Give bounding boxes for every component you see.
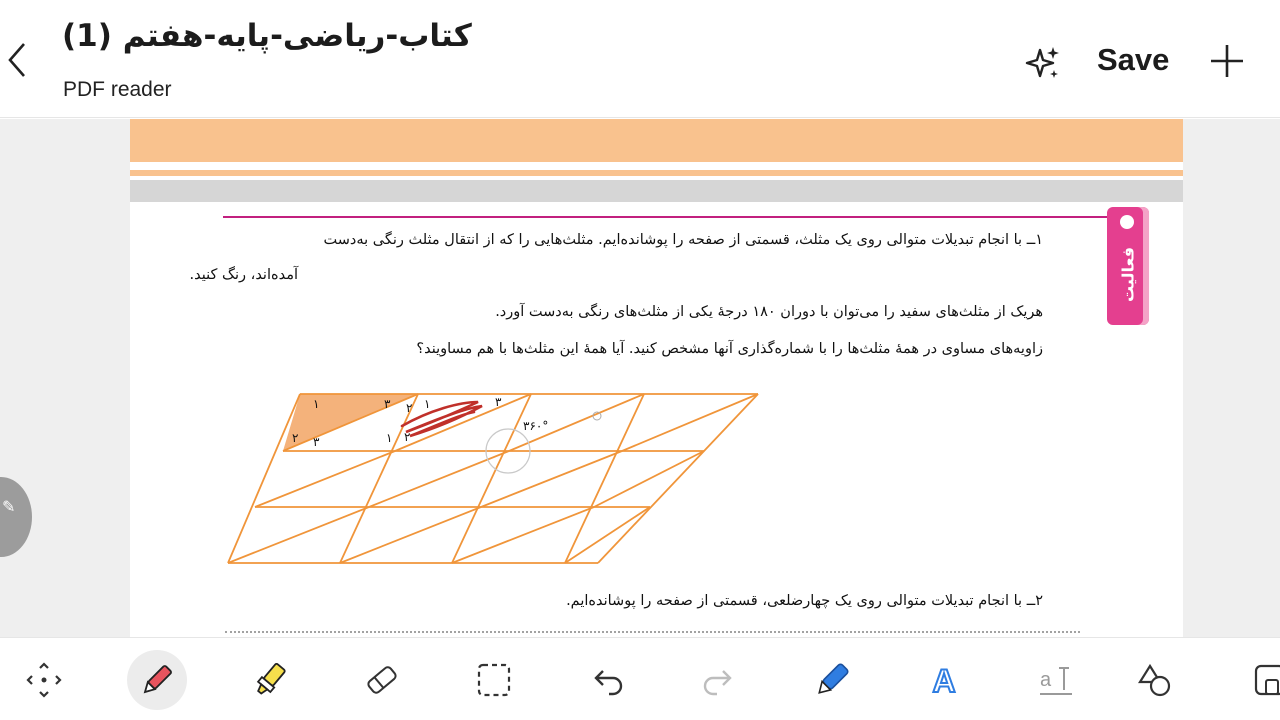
undo-button[interactable] bbox=[585, 658, 629, 702]
paragraph1-line4: زاویه‌های مساوی در همهٔ مثلث‌ها را با شماره‌گذاری آنها مشخص کنید. آیا همهٔ این مثلث‌ها با هم مساویند؟ bbox=[416, 341, 1043, 357]
tessellation-figure bbox=[225, 389, 785, 574]
undo-icon bbox=[587, 660, 627, 700]
eraser-icon bbox=[362, 660, 402, 700]
label-a3: ۳ bbox=[384, 397, 391, 411]
lasso-select-icon bbox=[474, 660, 514, 700]
pen-color-button[interactable] bbox=[810, 658, 854, 702]
section-rule bbox=[223, 216, 1113, 218]
document-title: کتاب-ریاضی-پایه-هفتم (1) bbox=[62, 18, 472, 54]
svg-text:A: A bbox=[932, 663, 956, 699]
shapes-icon bbox=[1136, 660, 1176, 700]
highlighter-icon bbox=[250, 660, 290, 700]
header-stripe bbox=[130, 170, 1183, 176]
annotation-toolbar bbox=[0, 637, 1280, 720]
pencil-icon: ✎ bbox=[2, 497, 16, 516]
text-style-button[interactable] bbox=[922, 658, 966, 702]
eraser-button[interactable] bbox=[360, 658, 404, 702]
pdf-viewer[interactable] bbox=[0, 119, 1280, 637]
label-c3: ۳ bbox=[313, 435, 320, 449]
header-gray-band bbox=[130, 180, 1183, 202]
lasso-select-button[interactable] bbox=[472, 658, 516, 702]
chevron-left-icon bbox=[4, 40, 32, 80]
redo-icon bbox=[699, 660, 739, 700]
activity-tag-label: فعالیت bbox=[1118, 247, 1138, 302]
label-d2: ۲ bbox=[404, 430, 411, 444]
add-button[interactable] bbox=[1208, 42, 1246, 80]
paragraph1-line2: آمده‌اند، رنگ کنید. bbox=[189, 267, 298, 283]
app-header bbox=[0, 0, 1280, 118]
pen-tool-button[interactable] bbox=[127, 650, 187, 710]
pen-tool-icon bbox=[137, 660, 177, 700]
text-tool-button[interactable] bbox=[1034, 658, 1078, 702]
redo-button[interactable] bbox=[697, 658, 741, 702]
text-tool-icon bbox=[1036, 660, 1076, 700]
back-button[interactable] bbox=[4, 40, 32, 80]
paragraph2-line1: ۲ــ با انجام تبدیلات متوالی روی یک چهارضلعی، قسمتی از صفحه را پوشانده‌ایم. bbox=[566, 593, 1043, 609]
label-d1: ۱ bbox=[386, 431, 393, 445]
label-a1: ۱ bbox=[313, 397, 320, 411]
document-subtitle: PDF reader bbox=[63, 78, 172, 101]
label-b3: ۳ bbox=[495, 395, 502, 409]
sparkle-icon bbox=[1024, 44, 1062, 82]
shapes-button[interactable] bbox=[1134, 658, 1178, 702]
highlighter-button[interactable] bbox=[248, 658, 292, 702]
pen-color-icon bbox=[812, 660, 852, 700]
side-panel-handle[interactable] bbox=[0, 477, 32, 557]
image-icon bbox=[1248, 660, 1280, 700]
label-angle: ۳۶۰° bbox=[523, 419, 549, 433]
plus-icon bbox=[1208, 42, 1246, 80]
pdf-page[interactable] bbox=[130, 119, 1183, 637]
label-a2: ۲ bbox=[406, 401, 413, 415]
ai-assist-button[interactable] bbox=[1024, 44, 1062, 82]
label-b1: ۱ bbox=[424, 397, 431, 411]
paragraph1-line1: ۱ــ با انجام تبدیلات متوالی روی یک مثلث، قسمتی از صفحه را پوشانده‌ایم. مثلث‌هایی را که از انتقال مثلث رنگی به‌دست bbox=[323, 232, 1043, 248]
paragraph1-line3: هریک از مثلث‌های سفید را می‌توان با دوران ۱۸۰ درجهٔ یکی از مثلث‌های رنگی به‌دست آورد. bbox=[495, 304, 1043, 320]
save-button[interactable]: Save bbox=[1097, 42, 1170, 77]
label-c2: ۲ bbox=[292, 431, 299, 445]
header-band bbox=[130, 119, 1183, 162]
text-style-icon bbox=[924, 660, 964, 700]
tag-hole bbox=[1120, 215, 1134, 229]
svg-text:a: a bbox=[1040, 669, 1052, 691]
image-button[interactable] bbox=[1246, 658, 1280, 702]
activity-tag bbox=[1107, 207, 1149, 325]
move-tool-button[interactable] bbox=[22, 658, 66, 702]
move-tool-icon bbox=[24, 660, 64, 700]
